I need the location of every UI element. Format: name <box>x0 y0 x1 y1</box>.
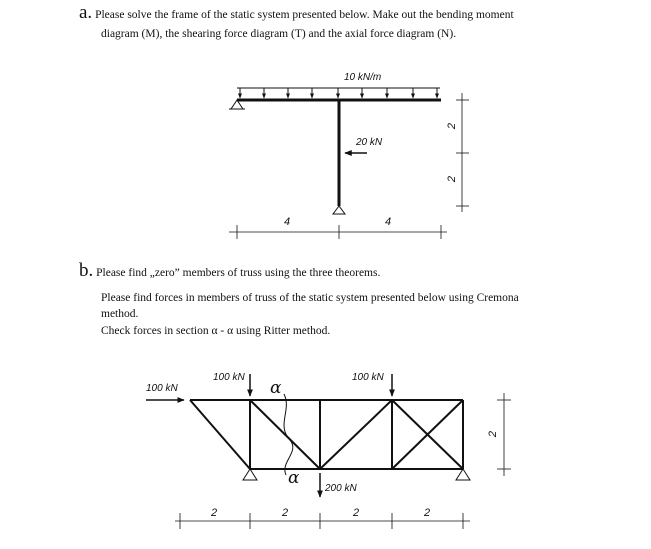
part-b-line2: Please find forces in members of truss of the static system presented below using Cremona <box>101 292 519 304</box>
frame-bottom-support <box>333 206 345 214</box>
truss-dim-4: 2 <box>424 507 431 519</box>
frame-horizontal-dimension <box>229 225 447 239</box>
truss-load-right-label: 100 kN <box>352 372 384 383</box>
distributed-load-label: 10 kN/m <box>344 72 382 83</box>
part-a-letter: a. <box>79 2 93 23</box>
part-b-line3: method. <box>101 308 139 320</box>
truss-dim-3: 2 <box>353 507 360 519</box>
truss-load-left-label: 100 kN <box>146 383 178 394</box>
frame-distributed-load <box>237 88 440 98</box>
frame-dim-v2: 2 <box>446 175 459 183</box>
truss-supports <box>243 469 470 480</box>
part-b-letter: b. <box>79 260 94 281</box>
point-load-label: 20 kN <box>356 137 383 148</box>
truss-vertical-dimension <box>497 393 511 476</box>
truss-load-bottom-label: 200 kN <box>325 483 357 494</box>
section-label-bottom: α <box>288 468 300 488</box>
truss-members <box>190 400 463 469</box>
frame-dim-left: 4 <box>284 216 291 228</box>
frame-dim-right: 4 <box>385 216 392 228</box>
part-a-line2: diagram (M), the shearing force diagram (T) and the axial force diagram (N). <box>101 28 457 40</box>
truss-load-mid-label: 100 kN <box>213 372 245 383</box>
truss-dim-1: 2 <box>211 507 218 519</box>
part-a-line1: Please solve the frame of the static system presented below. Make out the bending moment <box>95 9 514 21</box>
part-b-line4: Check forces in section α - α using Ritter method. <box>101 325 331 337</box>
truss-dim-2: 2 <box>282 507 289 519</box>
truss-dim-v: 2 <box>487 430 500 438</box>
part-b-line1: Please find „zero” members of truss using the three theorems. <box>96 267 381 279</box>
section-label-top: α <box>270 378 282 398</box>
frame-dim-v1: 2 <box>446 122 459 130</box>
frame-vertical-dimension <box>456 93 469 212</box>
